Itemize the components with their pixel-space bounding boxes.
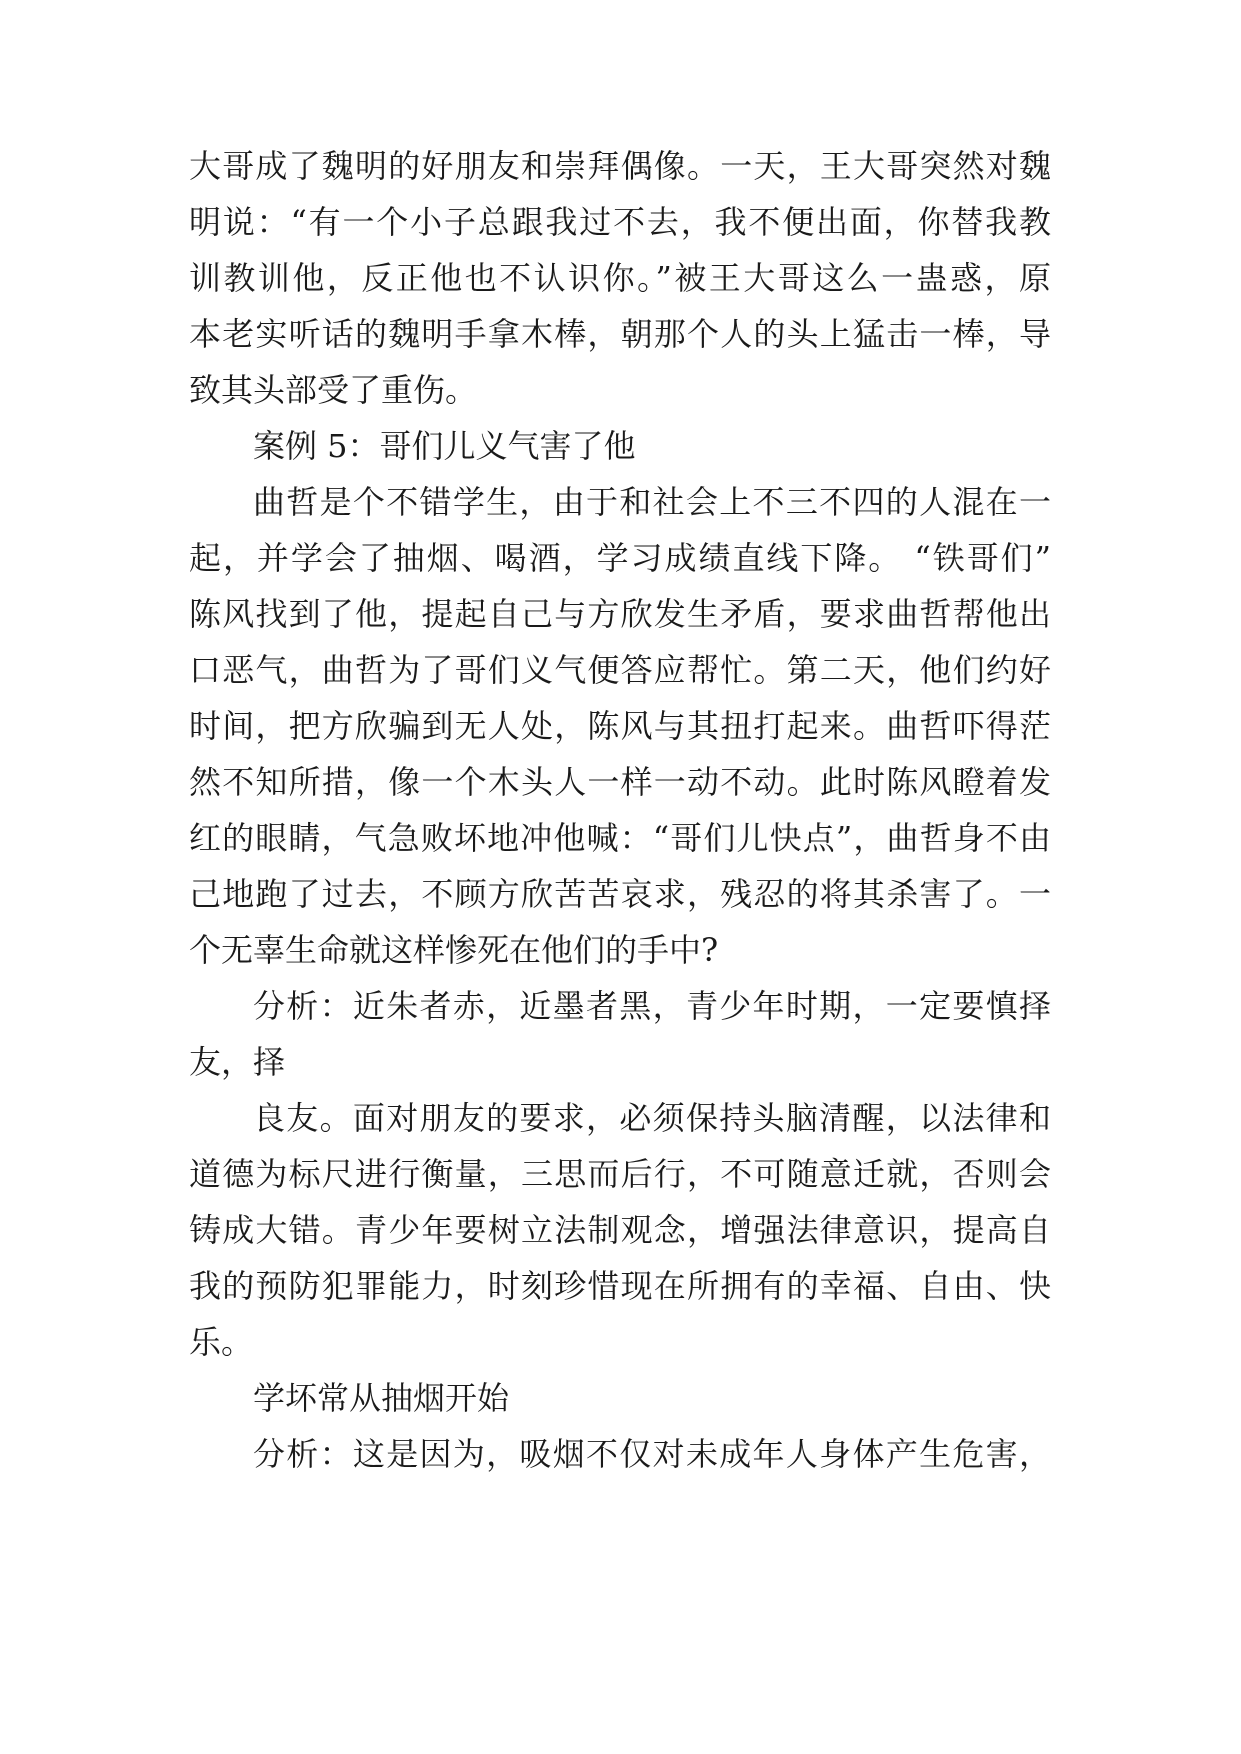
paragraph-line: 铸成大错。青少年要树立法制观念，增强法律意识，提高自 — [189, 1211, 1051, 1249]
paragraph-line: 致其头部受了重伤。 — [189, 371, 478, 409]
section-heading: 学坏常从抽烟开始 — [253, 1379, 510, 1417]
paragraph-line: 良友。面对朋友的要求，必须保持头脑清醒，以法律和 — [253, 1099, 1051, 1137]
paragraph-line: 陈风找到了他，提起自己与方欣发生矛盾，要求曲哲帮他出 — [189, 595, 1051, 633]
paragraph-line: 个无辜生命就这样惨死在他们的手中? — [189, 931, 719, 969]
paragraph-line: 乐。 — [189, 1323, 254, 1361]
paragraph-line: 红的眼睛，气急败坏地冲他喊：“哥们儿快点”，曲哲身不由 — [189, 819, 1051, 857]
paragraph-line: 训教训他，反正他也不认识你。”被王大哥这么一蛊惑，原 — [189, 259, 1051, 297]
paragraph-line: 然不知所措，像一个木头人一样一动不动。此时陈风瞪着发 — [189, 763, 1051, 801]
paragraph-line: 起，并学会了抽烟、喝酒，学习成绩直线下降。 “铁哥们” — [189, 539, 1051, 577]
paragraph-line: 己地跑了过去，不顾方欣苦苦哀求，残忍的将其杀害了。一 — [189, 875, 1051, 913]
paragraph-line: 口恶气，曲哲为了哥们义气便答应帮忙。第二天，他们约好 — [189, 651, 1051, 689]
paragraph-line: 时间，把方欣骗到无人处，陈风与其扭打起来。曲哲吓得茫 — [189, 707, 1051, 745]
paragraph-line: 明说：“有一个小子总跟我过不去，我不便出面，你替我教 — [189, 203, 1051, 241]
paragraph-line: 我的预防犯罪能力，时刻珍惜现在所拥有的幸福、自由、快 — [189, 1267, 1051, 1305]
analysis-line: 友，择 — [189, 1043, 286, 1081]
paragraph-line: 本老实听话的魏明手拿木棒，朝那个人的头上猛击一棒，导 — [189, 315, 1051, 353]
analysis-line: 分析：近朱者赤，近墨者黑，青少年时期，一定要慎择 — [253, 987, 1051, 1025]
case-heading: 案例 5：哥们儿义气害了他 — [253, 427, 636, 465]
paragraph-line: 道德为标尺进行衡量，三思而后行，不可随意迁就，否则会 — [189, 1155, 1051, 1193]
analysis-line: 分析：这是因为，吸烟不仅对未成年人身体产生危害， — [253, 1435, 1051, 1473]
paragraph-line: 曲哲是个不错学生，由于和社会上不三不四的人混在一 — [253, 483, 1051, 521]
paragraph-line: 大哥成了魏明的好朋友和崇拜偶像。一天，王大哥突然对魏 — [189, 147, 1051, 185]
